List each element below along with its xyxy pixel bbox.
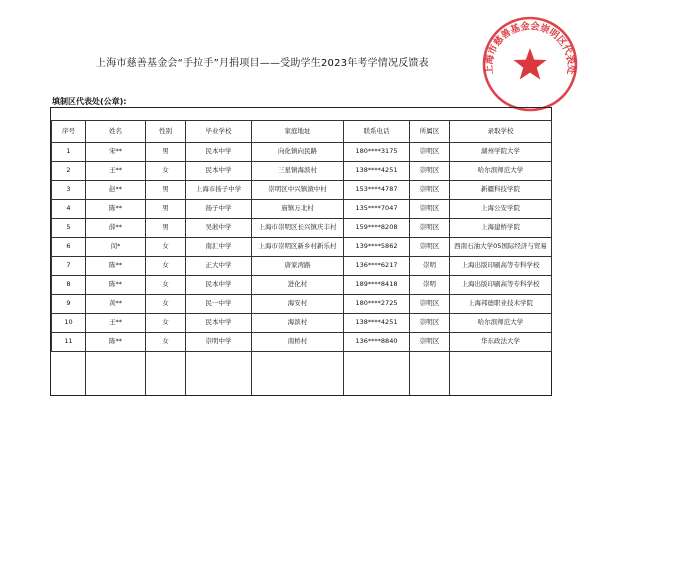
cell-gender: 女 xyxy=(146,314,186,333)
cell-district: 崇明区 xyxy=(410,238,450,257)
svg-text:上海市慈善基金会崇明区代表处: 上海市慈善基金会崇明区代表处 xyxy=(483,20,577,75)
cell-name: 陈** xyxy=(86,333,146,352)
cell-address: 进化村 xyxy=(252,276,344,295)
cell-phone: 139****5862 xyxy=(344,238,410,257)
cell-admitted-school: 上海出版印刷高等专科学校 xyxy=(450,276,552,295)
cell-phone: 138****4251 xyxy=(344,314,410,333)
cell-grad-school: 民本中学 xyxy=(186,276,252,295)
cell-grad-school: 民本中学 xyxy=(186,162,252,181)
cell-admitted-school: 哈尔滨师范大学 xyxy=(450,162,552,181)
cell-gender: 男 xyxy=(146,143,186,162)
cell-phone: 180****2725 xyxy=(344,295,410,314)
cell-name: 宋** xyxy=(86,143,146,162)
cell-address: 崇明区中兴镇滧中村 xyxy=(252,181,344,200)
cell-grad-school: 吴淞中学 xyxy=(186,219,252,238)
cell-address: 庙镇万北村 xyxy=(252,200,344,219)
column-rule xyxy=(251,120,252,395)
column-rule xyxy=(343,120,344,395)
cell-district: 崇明区 xyxy=(410,314,450,333)
cell-admitted-school: 上海公安学院 xyxy=(450,200,552,219)
cell-admitted-school: 西南石油大学05国际经济与贸易 xyxy=(450,238,552,257)
cell-address: 南桥村 xyxy=(252,333,344,352)
cell-gender: 男 xyxy=(146,200,186,219)
table-row xyxy=(52,257,552,276)
cell-no: 9 xyxy=(52,295,86,314)
table-row xyxy=(52,181,552,200)
cell-grad-school: 南汇中学 xyxy=(186,238,252,257)
cell-no: 5 xyxy=(52,219,86,238)
cell-address: 唐家湾路 xyxy=(252,257,344,276)
cell-gender: 女 xyxy=(146,257,186,276)
column-rule xyxy=(145,120,146,395)
cell-phone: 153****4787 xyxy=(344,181,410,200)
cell-name: 陈** xyxy=(86,276,146,295)
cell-address: 海安村 xyxy=(252,295,344,314)
table-row xyxy=(52,276,552,295)
cell-admitted-school: 华东政法大学 xyxy=(450,333,552,352)
cell-grad-school: 上海市扬子中学 xyxy=(186,181,252,200)
table-row xyxy=(52,295,552,314)
column-rule xyxy=(185,120,186,395)
column-header: 姓名 xyxy=(86,121,146,143)
cell-district: 崇明 xyxy=(410,257,450,276)
table-row xyxy=(52,314,552,333)
cell-grad-school: 扬子中学 xyxy=(186,200,252,219)
cell-admitted-school: 哈尔滨师范大学 xyxy=(450,314,552,333)
column-rule xyxy=(449,120,450,395)
table-row xyxy=(52,219,552,238)
cell-grad-school: 民本中学 xyxy=(186,314,252,333)
cell-gender: 男 xyxy=(146,181,186,200)
table-row xyxy=(52,143,552,162)
feedback-table xyxy=(51,120,552,352)
cell-name: 薛** xyxy=(86,219,146,238)
cell-district: 崇明 xyxy=(410,276,450,295)
cell-grad-school: 崇明中学 xyxy=(186,333,252,352)
unit-label: 填制区代表处(公章): xyxy=(52,97,127,106)
cell-no: 6 xyxy=(52,238,86,257)
table-row xyxy=(52,238,552,257)
cell-name: 黄** xyxy=(86,295,146,314)
column-rule xyxy=(409,120,410,395)
column-rule xyxy=(85,120,86,395)
cell-no: 1 xyxy=(52,143,86,162)
cell-district: 崇明区 xyxy=(410,333,450,352)
cell-grad-school: 正大中学 xyxy=(186,257,252,276)
cell-phone: 159****8208 xyxy=(344,219,410,238)
column-header: 所属区 xyxy=(410,121,450,143)
cell-address: 海滨村 xyxy=(252,314,344,333)
column-header: 录取学校 xyxy=(450,121,552,143)
cell-address: 上海市崇明区长兴镇庆丰村 xyxy=(252,219,344,238)
cell-no: 4 xyxy=(52,200,86,219)
cell-address: 上海市崇明区新乡村新乐村 xyxy=(252,238,344,257)
cell-phone: 189****8418 xyxy=(344,276,410,295)
cell-admitted-school: 上海建桥学院 xyxy=(450,219,552,238)
column-header: 家庭地址 xyxy=(252,121,344,143)
cell-grad-school: 民一中学 xyxy=(186,295,252,314)
cell-district: 崇明区 xyxy=(410,219,450,238)
cell-name: 闵* xyxy=(86,238,146,257)
cell-grad-school: 民本中学 xyxy=(186,143,252,162)
cell-gender: 女 xyxy=(146,162,186,181)
table-row xyxy=(52,200,552,219)
cell-phone: 138****4251 xyxy=(344,162,410,181)
cell-no: 11 xyxy=(52,333,86,352)
cell-district: 崇明区 xyxy=(410,162,450,181)
column-header: 毕业学校 xyxy=(186,121,252,143)
feedback-sheet xyxy=(50,107,552,396)
table-header-row xyxy=(52,121,552,143)
column-header: 性别 xyxy=(146,121,186,143)
cell-gender: 女 xyxy=(146,238,186,257)
cell-district: 崇明区 xyxy=(410,200,450,219)
cell-admitted-school: 新疆科技学院 xyxy=(450,181,552,200)
cell-no: 8 xyxy=(52,276,86,295)
cell-name: 陈** xyxy=(86,200,146,219)
cell-address: 三星镇海滨村 xyxy=(252,162,344,181)
cell-admitted-school: 上海出版印刷高等专科学校 xyxy=(450,257,552,276)
cell-no: 2 xyxy=(52,162,86,181)
table-row xyxy=(52,333,552,352)
cell-district: 崇明区 xyxy=(410,181,450,200)
cell-no: 3 xyxy=(52,181,86,200)
cell-gender: 女 xyxy=(146,276,186,295)
cell-admitted-school: 湖州学院大学 xyxy=(450,143,552,162)
cell-address: 向化镇向民路 xyxy=(252,143,344,162)
cell-gender: 男 xyxy=(146,219,186,238)
cell-district: 崇明区 xyxy=(410,295,450,314)
cell-no: 10 xyxy=(52,314,86,333)
cell-district: 崇明区 xyxy=(410,143,450,162)
seal-star-icon xyxy=(513,48,546,80)
cell-phone: 136****8840 xyxy=(344,333,410,352)
cell-no: 7 xyxy=(52,257,86,276)
cell-name: 王** xyxy=(86,314,146,333)
cell-name: 陈** xyxy=(86,257,146,276)
cell-gender: 女 xyxy=(146,333,186,352)
cell-gender: 女 xyxy=(146,295,186,314)
cell-name: 赵** xyxy=(86,181,146,200)
cell-phone: 135****7047 xyxy=(344,200,410,219)
official-seal xyxy=(480,14,580,114)
page-title: 上海市慈善基金会“手拉手”月捐项目——受助学生2023年考学情况反馈表 xyxy=(96,58,429,69)
cell-phone: 180****3175 xyxy=(344,143,410,162)
cell-name: 王** xyxy=(86,162,146,181)
table-row xyxy=(52,162,552,181)
cell-phone: 136****6217 xyxy=(344,257,410,276)
column-header: 序号 xyxy=(52,121,86,143)
cell-admitted-school: 上海邦德职业技术学院 xyxy=(450,295,552,314)
column-header: 联系电话 xyxy=(344,121,410,143)
